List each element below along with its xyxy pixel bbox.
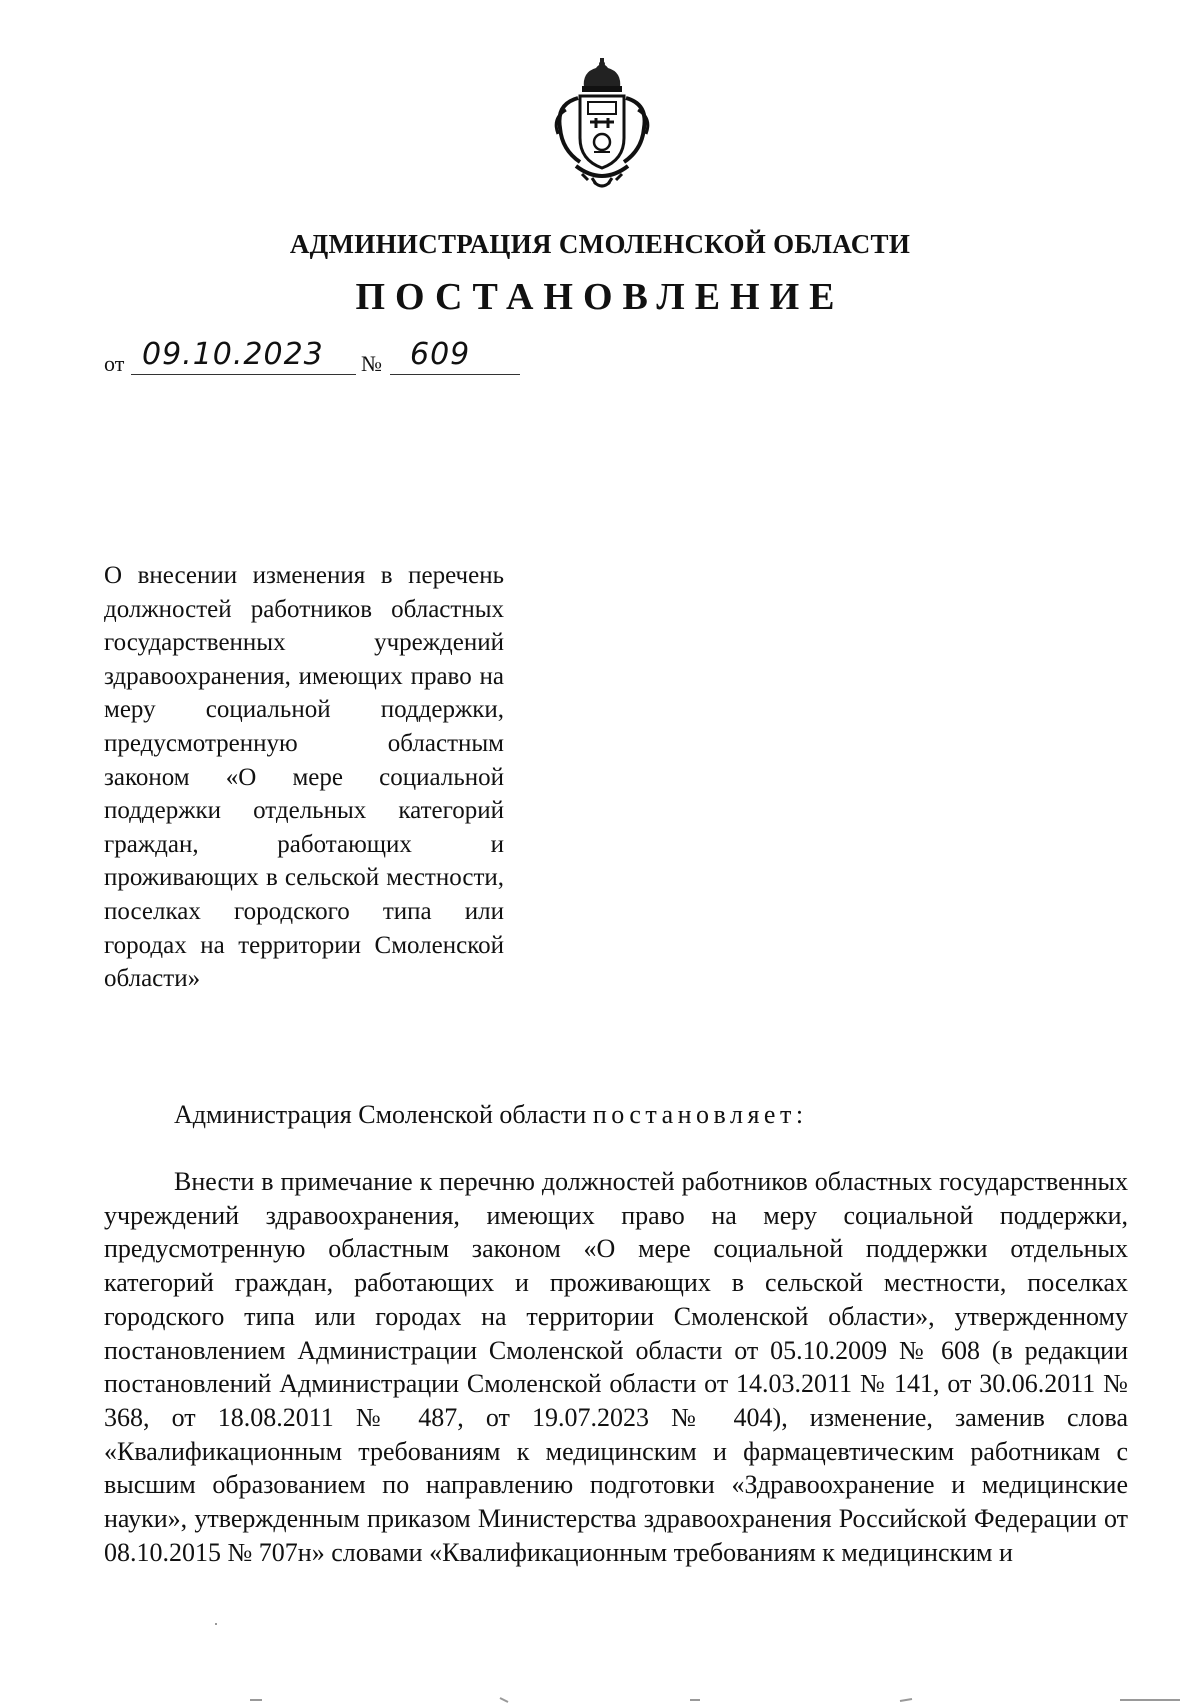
body-paragraph: Внести в примечание к перечню должностей работников областных государственных учреждений здравоохранения, имеющих право на меру социальной поддержки, предусмотренную областным законом «О мере социальной поддержки отдельных категорий граждан, работающих и проживающих в сельской местности, поселках городского типа или городах на территории Смоленской области», утвержденному постановлением Администрации Смоленской области от 05.10.2009 № 608 (в редакции постановлений Администрации Смоленской области от 14.03.2011 № 141, от 30.06.2011 № 368, от 18.08.2011 № 487, от 19.07.2023 № 404), изменение, заменив слова «Квалификационным требованиям к медицинским и фармацевтическим работникам с высшим образованием по направлению подготовки «Здравоохранение и медицинские науки», утвержденным приказом Министерства здравоохранения Российской Федерации от 08.10.2015 № 707н» словами «Квалификационным требованиям к медицинским и	[104, 1167, 1128, 1567]
decree-lead: Администрация Смоленской области	[174, 1100, 593, 1129]
document-date: 09.10.2023	[142, 337, 324, 372]
decree-verb: постановляет:	[592, 1100, 808, 1129]
document-subject: О внесении изменения в перечень должностей работников областных государственных учреждений здравоохранения, имеющих право на меру социальной поддержки, предусмотренную областным законом «О мере социальной поддержки отдельных категорий граждан, работающих и проживающих в сельской местности, поселках городского типа или городах на территории Смоленской области»	[104, 562, 504, 993]
number-underline	[390, 374, 520, 375]
organization-title: АДМИНИСТРАЦИЯ СМОЛЕНСКОЙ ОБЛАСТИ	[289, 229, 911, 259]
date-prefix: от	[104, 351, 125, 376]
document-type: ПОСТАНОВЛЕНИЕ	[355, 276, 845, 318]
decree-line	[174, 1100, 808, 1130]
coat-of-arms-icon	[546, 58, 658, 192]
document-number: 609	[410, 337, 471, 372]
scan-edge-artifact	[0, 1692, 1200, 1708]
number-prefix: №	[361, 351, 382, 376]
scan-speck	[215, 1623, 217, 1625]
date-underline	[131, 374, 356, 375]
